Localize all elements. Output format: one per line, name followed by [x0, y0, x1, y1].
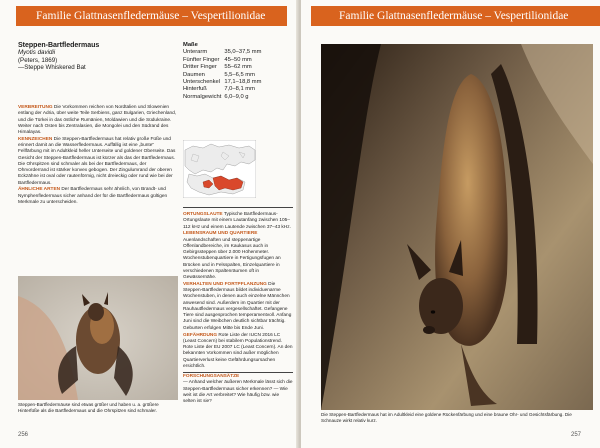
page-header-left: Familie Glattnasenfledermäuse – Vespertilionidae — [16, 6, 287, 26]
heading-gefaehrdung: GEFÄHRDUNG — [183, 332, 218, 338]
page-number-right: 257 — [571, 432, 582, 438]
measurement-key: Unterarm — [183, 49, 208, 56]
text-column-middle — [183, 212, 293, 406]
species-author: (Peters, 1869) — [18, 56, 58, 64]
species-name: Steppen-Bartfledermaus — [18, 42, 100, 49]
caption-right: Die Steppen-Bartfledermaus hat im Adultkleid eine goldene Rückenfärbung und eine braune Ohr- und Gesichtsfärbung. Die Schnauze wirkt relativ kurz. — [321, 412, 572, 423]
heading-forschung: FORSCHUNGSANSÄTZE — [183, 374, 240, 380]
measurement-key: Fünfter Finger — [183, 56, 220, 63]
right-page — [301, 0, 600, 448]
text-kennzeichen: Die Steppen-Bartfledermaus hat relativ große Füße und erinnert damit an die Wasserfledermaus. Auffällig ist eine „bunte“ Fellfärbung mit im Adultkleid heller Unterseite und goldener Oberseite. Das Gesicht der Steppen-Bartfledermaus ist kürzer als das der Bartfledermaus. Die Ohrspitzen sind schmaler als bei der Bartfledermaus, der Ohrvorderrand ist stärker konvex gebogen. Der Zingulumrand der oberen Eckzähne ist oval oder rautenförmig, nicht dreieckig oder rund wie bei der Bartfledermaus. — [18, 136, 176, 186]
text-lebensraum: Auenlandschaften und steppenartige Offenlandbereiche, im Kaukasus auch in Gebirgssteppen über 2.000 Höhenmeter. Wochenstubenquartiere in Fertigungsfugen an Brücken und in Felsspalten, Einzelquartiere in verschiedenen Spaltenräumen oft in Gewässernähe. — [183, 237, 281, 281]
page-header-right: Familie Glattnasenfledermäuse – Vespertilionidae — [311, 6, 600, 26]
text-forschung: — Anhand welcher äußeren Merkmale lässt sich die Steppen-Bartfledermaus sicher erkennen? — Wie weit ist die Art verbreitet? Wie häufig bzw. wie selten ist sie? — [183, 380, 293, 405]
measurement-value: 7,0–8,1 mm — [224, 86, 255, 93]
measurement-key: Dritter Finger — [183, 64, 217, 71]
measurement-key: Unterschenkel — [183, 79, 221, 86]
measurements-table — [183, 42, 293, 101]
heading-kennzeichen: KENNZEICHEN — [18, 136, 53, 142]
photo-bat-hand — [18, 276, 178, 400]
species-latin-name: Myotis davidii — [18, 49, 56, 57]
caption-left: Steppen-Bartfledermäuse sind etwas größer und haben u. a. größere Hinterfüße als die Bartfledermaus und die Ohrspitzen sind schmaler. — [18, 402, 159, 413]
left-page — [0, 0, 299, 448]
photo-bat-wall — [321, 44, 593, 410]
measurement-row — [183, 72, 261, 79]
species-english-name: —Steppe Whiskered Bat — [18, 64, 86, 72]
text-ortungslaute: Typische Bartfledermaus-Ortungslaute mit einem Lautanfang zwischen 105–112 kHz und einem Lautende zwischen 37–43 kHz. — [183, 212, 291, 230]
measurement-row — [183, 64, 261, 71]
measurements-title: Maße — [183, 42, 198, 48]
heading-aehnliche-arten: ÄHNLICHE ARTEN — [18, 187, 61, 193]
measurement-row — [183, 94, 261, 101]
measurement-key: Hinterfuß — [183, 86, 207, 93]
measurement-value: 35,0–37,5 mm — [224, 49, 262, 56]
measurement-row — [183, 49, 261, 56]
divider — [183, 207, 293, 208]
measurement-value: 6,0–9,0 g — [224, 93, 249, 100]
page-number-left: 256 — [18, 432, 29, 438]
species-block — [18, 42, 99, 72]
text-verhalten: Die Steppen-Bartfledermaus bildet individuenarme Wochenstuben, in denen auch einzelne Männchen anwesend sind. Außerdem im Quartier mit der Rauhautfledermaus vergesellschaftet. Gefangene Tiere sind ausgesprochen temperamentvoll. Anfang Juni sind die Weibchen deutlich sichtbar trächtig. Geburten erfolgen Mitte bis Ende Juni. — [183, 281, 292, 331]
heading-verbreitung: VERBREITUNG — [18, 105, 53, 110]
measurement-value: 55–62 mm — [224, 64, 252, 71]
distribution-map — [183, 140, 256, 198]
measurement-value: 17,1–18,8 mm — [224, 79, 262, 86]
measurement-row — [183, 57, 261, 64]
heading-lebensraum: LEBENSRAUM UND QUARTIERE — [183, 231, 258, 237]
text-column-left — [18, 105, 178, 207]
heading-verhalten: VERHALTEN UND FORTPFLANZUNG — [183, 281, 267, 287]
text-gefaehrdung: Rote Liste der IUCN 2016 LC (Least Concern) bei stabilem Populationstrend. Rote Liste der EU 2007 LC (Least Concern). An den bekannten Vorkommen sind außer möglichen Quartierverlust keine Gefährdungsursachen ersichtlich. — [183, 332, 293, 369]
measurement-key: Normalgewicht — [183, 93, 222, 100]
heading-ortungslaute: ORTUNGSLAUTE — [183, 212, 223, 217]
measurement-value: 45–50 mm — [224, 56, 252, 63]
measurement-row — [183, 79, 261, 86]
measurement-value: 5,5–6,5 mm — [224, 71, 255, 78]
text-aehnliche-arten: Der Bartfledermaus sehr ähnlich, von Brandt- und Nymphenfledermaus sicher anhand der für die Bartfledermaus gültigen Merkmale zu unterscheiden. — [18, 187, 168, 205]
measurement-key: Daumen — [183, 71, 205, 78]
measurement-row — [183, 86, 261, 93]
text-verbreitung: Die Vorkommen reichen von Nordtalien und Slowenien entlang der Adria, über weite Teile Serbiens, ganz Bulgarien, Griechenland, und die Türkei in das östliche Rumänien, Moldawien und die Südukraine. Weiter nach Osten bis Zentralasien, die Mongolei und den Südrand des Himalayas. — [18, 105, 177, 135]
